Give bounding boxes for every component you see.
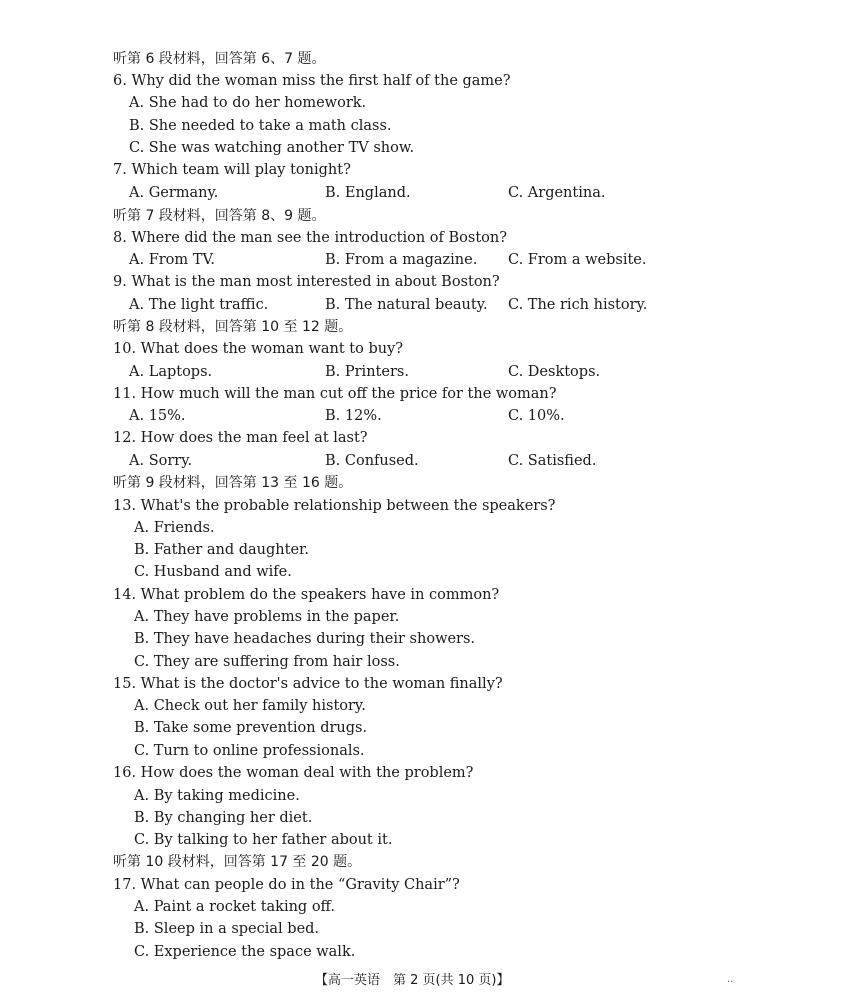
option-8b: B. From a magazine. [325,252,478,268]
question-6: 6. Why did the woman miss the first half of the game? [113,73,511,89]
option-11b: B. 12%. [325,408,382,424]
question-15: 15. What is the doctor's advice to the woman finally? [113,676,503,692]
option-9a: A. The light traffic. [129,297,269,313]
question-12: 12. How does the man feel at last? [113,430,368,446]
question-8: 8. Where did the man see the introduction of Boston? [113,230,508,246]
option-7c: C. Argentina. [508,185,606,201]
option-17a: A. Paint a rocket taking off. [134,899,335,915]
option-13c: C. Husband and wife. [134,564,292,580]
option-12c: C. Satisfied. [508,453,597,469]
option-17b: B. Sleep in a special bed. [134,921,320,937]
option-17c: C. Experience the space walk. [134,944,356,960]
option-11c: C. 10%. [508,408,565,424]
page-footer: 【高一英语 第 2 页(共 10 页)】 [315,973,510,988]
option-9c: C. The rich history. [508,297,648,313]
section-header: 听第 9 段材料，回答第 13 至 16 题。 [113,475,353,491]
section-header: 听第 7 段材料，回答第 8、9 题。 [113,208,326,224]
question-16: 16. How does the woman deal with the problem? [113,765,474,781]
question-9: 9. What is the man most interested in about Boston? [113,274,500,290]
option-7a: A. Germany. [129,185,219,201]
option-14c: C. They are suffering from hair loss. [134,654,400,670]
question-10: 10. What does the woman want to buy? [113,341,404,357]
option-8a: A. From TV. [129,252,215,268]
option-6a: A. She had to do her homework. [129,95,367,111]
option-13a: A. Friends. [134,520,215,536]
question-17: 17. What can people do in the “Gravity Chair”? [113,877,460,893]
option-10b: B. Printers. [325,364,409,380]
option-16a: A. By taking medicine. [134,788,300,804]
corner-mark: .. [727,974,734,985]
option-12b: B. Confused. [325,453,419,469]
option-10c: C. Desktops. [508,364,601,380]
option-12a: A. Sorry. [129,453,193,469]
section-header: 听第 10 段材料，回答第 17 至 20 题。 [113,854,362,870]
option-14b: B. They have headaches during their showers. [134,631,476,647]
question-7: 7. Which team will play tonight? [113,162,351,178]
option-14a: A. They have problems in the paper. [134,609,400,625]
option-16b: B. By changing her diet. [134,810,313,826]
question-13: 13. What's the probable relationship between the speakers? [113,498,556,514]
option-7b: B. England. [325,185,411,201]
option-15a: A. Check out her family history. [134,698,366,714]
option-13b: B. Father and daughter. [134,542,309,558]
option-6c: C. She was watching another TV show. [129,140,415,156]
option-15b: B. Take some prevention drugs. [134,720,368,736]
question-11: 11. How much will the man cut off the price for the woman? [113,386,557,402]
option-8c: C. From a website. [508,252,647,268]
section-header: 听第 8 段材料，回答第 10 至 12 题。 [113,319,353,335]
question-14: 14. What problem do the speakers have in common? [113,587,500,603]
option-11a: A. 15%. [129,408,186,424]
option-9b: B. The natural beauty. [325,297,488,313]
option-15c: C. Turn to online professionals. [134,743,365,759]
option-16c: C. By talking to her father about it. [134,832,393,848]
section-header: 听第 6 段材料，回答第 6、7 题。 [113,51,326,67]
option-6b: B. She needed to take a math class. [129,118,392,134]
option-10a: A. Laptops. [129,364,213,380]
